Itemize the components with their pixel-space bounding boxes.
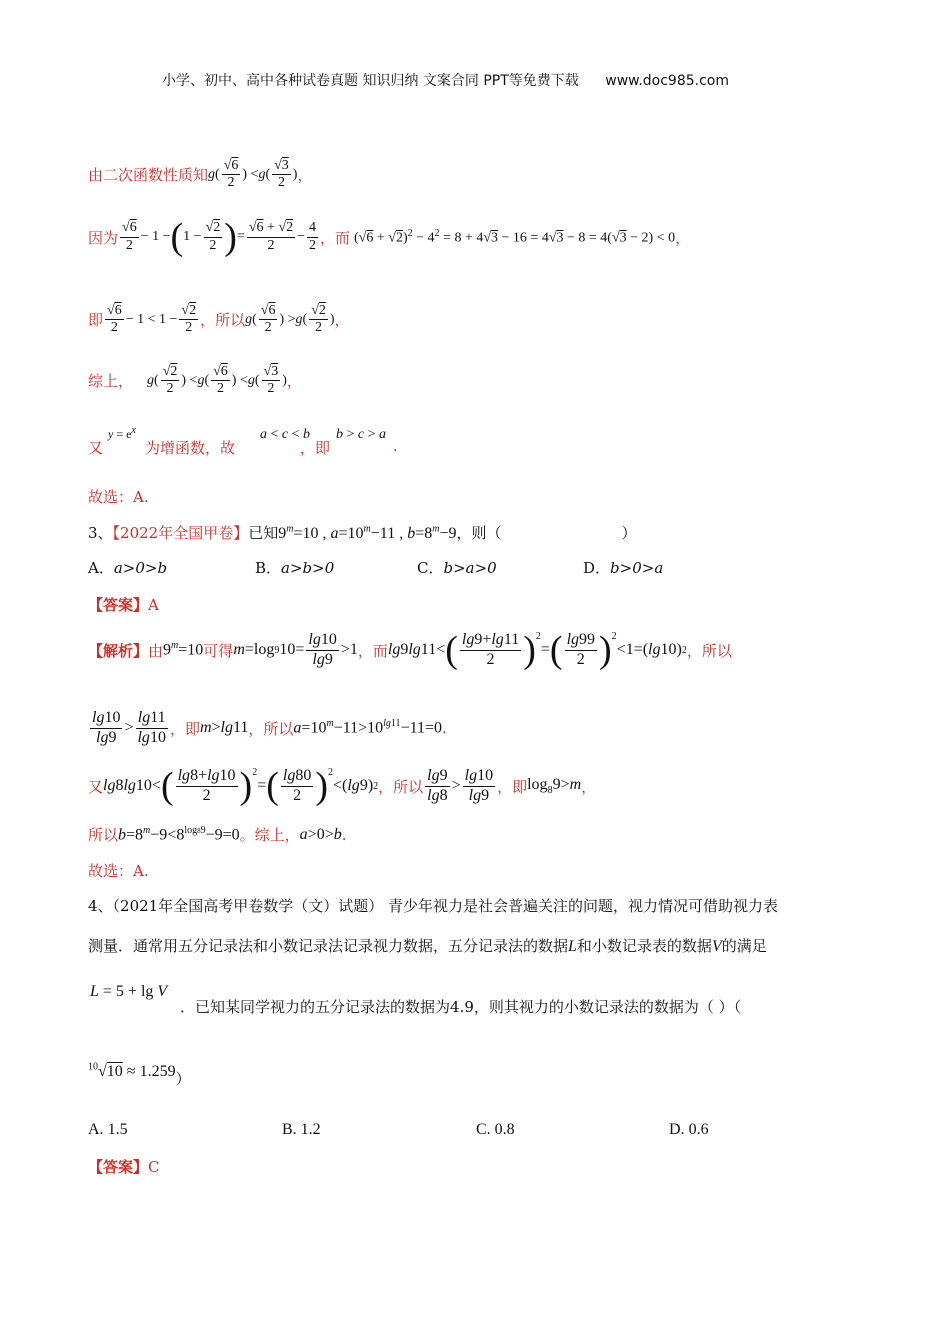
q3-stem-b: ，则（ <box>456 524 502 542</box>
q3-formula: $9^m=10$ , $a=10^m-11$ , $b=8^m-9$ <box>278 523 457 542</box>
q3-number: 3、 <box>88 524 113 542</box>
q4-option-b[interactable]: B. 1.2 <box>282 1121 321 1138</box>
q3-analysis-tag: 【解析】 <box>88 641 149 660</box>
q3-analysis-4: 所以 $b=8^m-9<8^{log89}-9=0$ 。综上， a>0>b . <box>88 824 347 844</box>
q3-option-a[interactable]: A．a>0>b <box>88 559 168 577</box>
line3-a: 即 <box>88 311 104 330</box>
q4-stem-2: 测量．通常用五分记录法和小数记录法记录视力数据，五分记录法的数据L和小数记录表的数据V的满足 <box>88 937 767 955</box>
q4-answer-value: C <box>148 1158 160 1176</box>
q3-stem <box>88 522 637 543</box>
formula-g-compare-1: g ( $\frac{√6}{2}$ ) < g ( $\frac{√3}{2}$ ) <box>208 158 298 191</box>
q4-answer-tag: 【答案】 <box>88 1158 149 1176</box>
formula-g-compare-3: g ( $\frac{√6}{2}$ ) > g ( $\frac{√2}{2}$ ) <box>245 303 335 336</box>
q4-answer <box>88 1156 160 1177</box>
q4-approx: $^{10}$√10 ≈ 1.259 <box>88 1061 176 1080</box>
solution-conclusion: 故选：A. <box>88 488 149 506</box>
formula-bca: b > c > a <box>336 427 387 442</box>
q4-option-c[interactable]: C. 0.8 <box>476 1121 515 1138</box>
page-header <box>162 70 729 90</box>
q3-analysis-1: 【解析】 由 $9^m=10$ 可得 m =log 9 10= $\frac{\lg 10}{\lg 9}$ >1 ，而 lg 9 lg 11< ( $\frac{\lg 9+\lg 11}{2}$ ) 2 = ( $\frac{\lg 99}{2}$ ) 2 <1=( lg 10) 2 ，所以 <box>88 629 732 671</box>
formula-g-chain: g ( $\frac{√2}{2}$ ) < g ( $\frac{√6}{2}$ ) < g ( $\frac{√3}{2}$ ) <box>147 364 287 397</box>
q4-stem-4: $^{10}$√10 ≈ 1.259） <box>88 1061 191 1088</box>
q3-conclusion: 故选：A. <box>88 862 149 880</box>
solution-line-3: 即 $\frac{√6}{2}$ − 1 < 1 − $\frac{√2}{2}$ ，所以 g ( $\frac{√6}{2}$ ) > g ( $\frac{√2}{2}$ ) ， <box>88 303 350 336</box>
line2-a: 因为 <box>88 228 119 247</box>
q3-answer-tag: 【答案】 <box>88 596 149 614</box>
q3-option-b[interactable]: B．a>b>0 <box>255 559 335 577</box>
q3-option-c[interactable]: C．b>a>0 <box>417 559 497 577</box>
q4-stem-1: 4、（2021年全国高考甲卷数学（文）试题） 青少年视力是社会普遍关注的问题，视力情况可借助视力表 <box>88 897 778 915</box>
q4-option-d[interactable]: D. 0.6 <box>669 1121 709 1138</box>
q3-stem-c: ） <box>621 524 637 542</box>
q3-stem-a: 已知 <box>248 524 279 542</box>
line5-a: 又 <box>88 439 104 457</box>
solution-line-4: 综上， g ( $\frac{√2}{2}$ ) < g ( $\frac{√6}{2}$ ) < g ( $\frac{√3}{2}$ ) ， <box>88 364 302 397</box>
formula-square-compare: $(√6 + √2)^2 - 4^2 = 8 + 4√3 - 16 = 4√3 - 8 = 4(√3 - 2) < 0$ <box>354 227 676 246</box>
q3-analysis-3: 又 lg 8 lg 10< ( $\frac{\lg 8+\lg 10}{2}$ ) 2 = ( $\frac{\lg 80}{2}$ ) 2 <( lg 9) 2 ，所以 $\frac{\lg 9}{\lg 8}$ > $\frac{\lg 10}{\lg 9}$ ，即 $\log_89>m$ ， <box>88 765 597 807</box>
q3-answer <box>88 594 159 615</box>
q4-formula: L = 5 + lg V <box>90 983 168 1000</box>
formula-acb: a < c < b <box>260 427 311 442</box>
formula-ineq-3: $\frac{√6}{2}$ − 1 < 1 − $\frac{√2}{2}$ <box>107 303 197 336</box>
header-right: www.doc985.com <box>605 73 729 89</box>
q3-option-d[interactable]: D．b>0>a <box>583 559 664 577</box>
formula-difference: $\frac{√6}{2}$ − 1 − ( 1 − $\frac{√2}{2}$ ) = $\frac{√6 + √2}{2}$ − $\frac{4}{2}$ <box>122 216 316 258</box>
line1-text: 由二次函数性质知 <box>88 166 209 185</box>
line5-b: 为增函数，故 <box>145 439 236 457</box>
line5-c: ，即 <box>300 439 331 457</box>
formula-exp: $y = e^x$ <box>108 425 136 441</box>
header-left: 小学、初中、高中各种试卷真题 知识归纳 文案合同 PPT等免费下载 <box>162 73 579 89</box>
q3-source: 【2022年全国甲卷】 <box>112 524 249 542</box>
solution-line-2: 因为 $\frac{√6}{2}$ − 1 − ( 1 − $\frac{√2}{2}$ ) = $\frac{√6 + √2}{2}$ − $\frac{4}{2}$ ，而 $(√6 + √2)^2 - 4^2 = 8 + 4√3 - 16 = 4√3 - 8 = 4(√3 - 2) < 0$ ， <box>88 216 691 258</box>
solution-line-1: 由二次函数性质知 g ( $\frac{√6}{2}$ ) < g ( $\frac{√3}{2}$ ) ， <box>88 158 313 191</box>
q3-analysis-2: $\frac{\lg 10}{\lg 9}$ > $\frac{\lg 11}{\lg 10}$ ，即 m>lg11 ，所以 $a=10^m-11>10^{lg11}-11=0$ . <box>92 709 447 746</box>
q4-option-a[interactable]: A. 1.5 <box>88 1121 128 1138</box>
q3-answer-value: A <box>148 596 159 614</box>
line3-b: ，所以 <box>200 311 246 330</box>
line4-a: 综上， <box>88 372 134 391</box>
line2-b: ，而 <box>320 228 351 247</box>
